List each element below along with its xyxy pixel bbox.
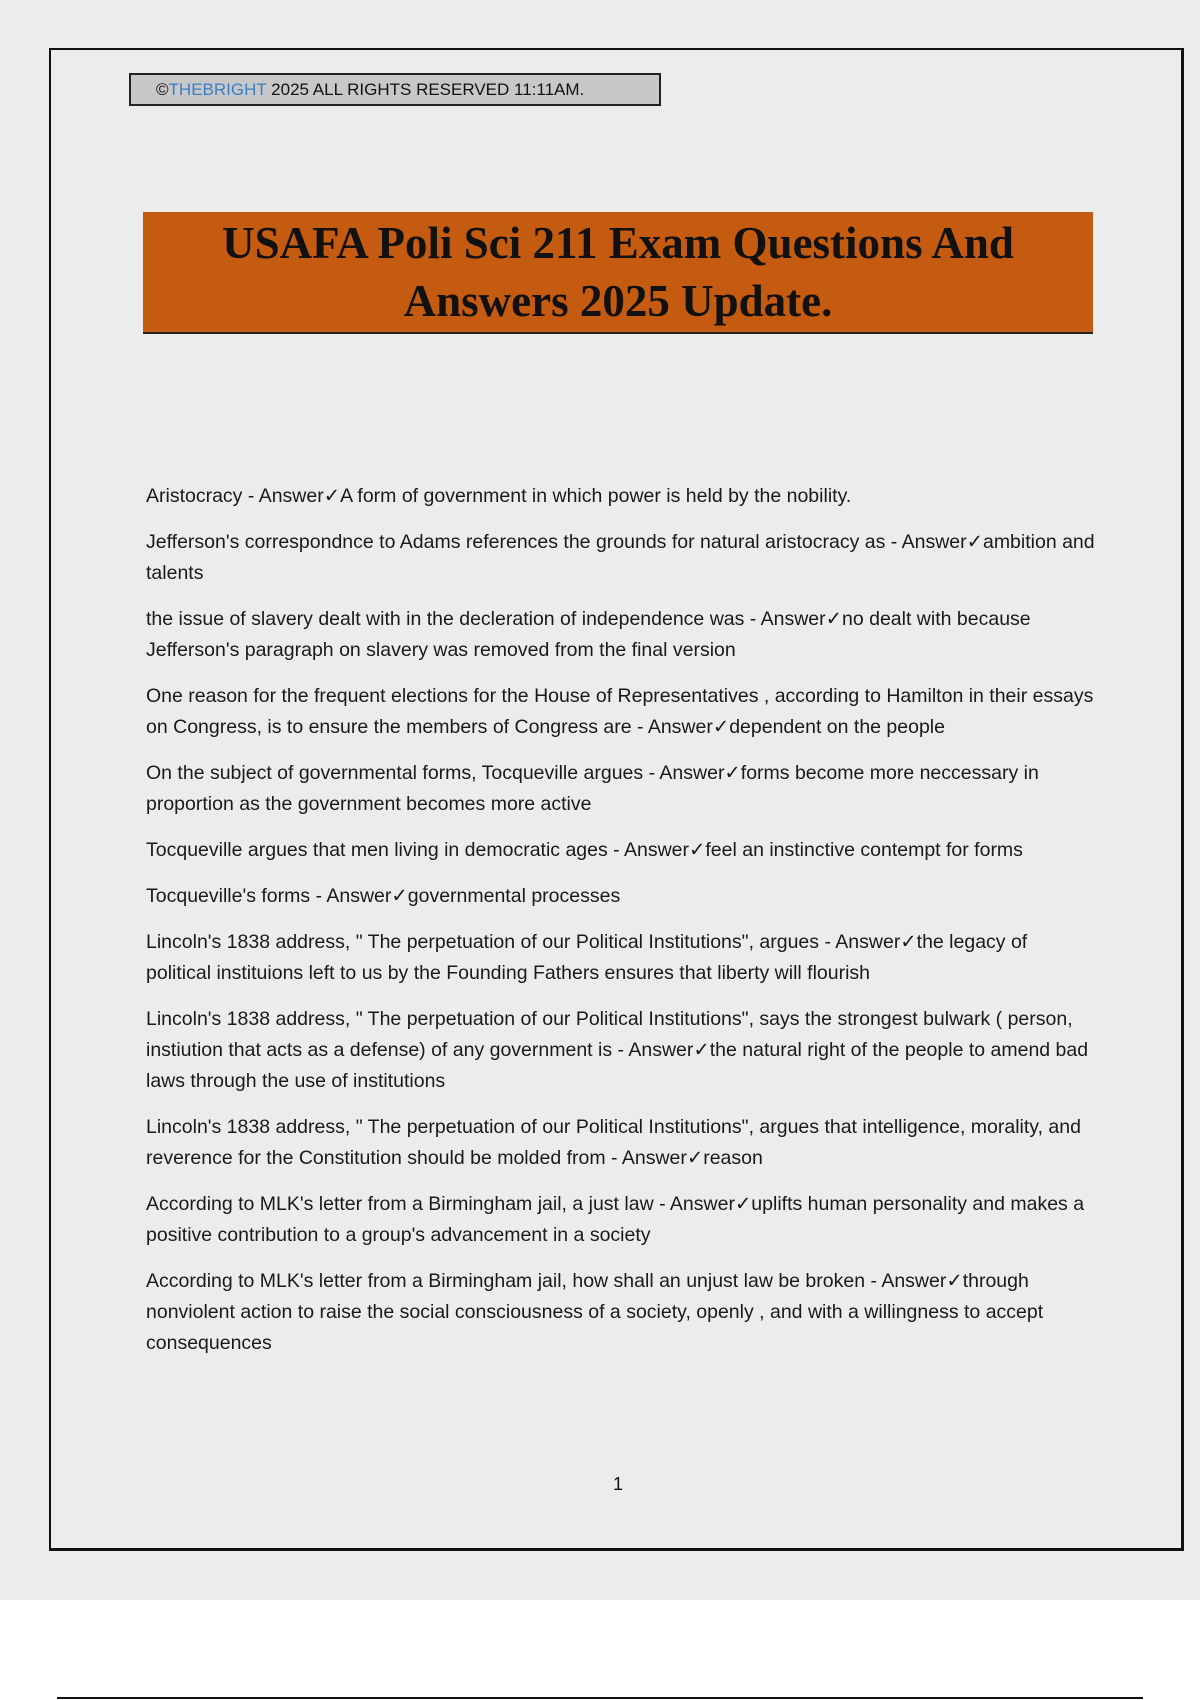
qa-item <box>146 527 1096 589</box>
question-text: Lincoln's 1838 address, " The perpetuation of our Political Institutions", argues that intelligence, morality, and reverence for the Constitution should be molded from <box>146 1116 1081 1169</box>
title-banner <box>143 212 1093 334</box>
answer-text: the legacy of political instituions left to us by the Founding Fathers ensures that liberty will flourish <box>146 931 1028 984</box>
answer-text: ambition and talents <box>146 531 1095 584</box>
qa-item <box>146 481 1096 512</box>
question-text: Lincoln's 1838 address, " The perpetuation of our Political Institutions", says the strongest bulwark ( person, instiution that acts as a defense) of any government is <box>146 1008 1073 1061</box>
question-text: Tocqueville argues that men living in democratic ages <box>146 839 608 861</box>
page-title <box>222 214 1014 330</box>
answer-text: reason <box>703 1147 763 1169</box>
answer-text: A form of government in which power is held by the nobility. <box>340 485 852 507</box>
answer-marker: - Answer✓ <box>607 839 706 861</box>
qa-item <box>146 927 1096 989</box>
question-text: Lincoln's 1838 address, " The perpetuation of our Political Institutions", argues <box>146 931 820 953</box>
title-line-2: Answers 2025 Update. <box>403 276 833 326</box>
qa-item <box>146 681 1096 743</box>
question-text: According to MLK's letter from a Birmingham jail, a just law <box>146 1193 654 1215</box>
answer-text: through nonviolent action to raise the social consciousness of a society, openly , and with a willingness to accept consequences <box>146 1270 1044 1354</box>
answer-marker: - Answer✓ <box>310 885 408 907</box>
qa-item <box>146 1266 1096 1359</box>
qa-item <box>146 1004 1096 1097</box>
answer-marker: - Answer✓ <box>865 1270 963 1292</box>
answer-marker: - Answer✓ <box>612 1039 710 1061</box>
question-text: According to MLK's letter from a Birmingham jail, how shall an unjust law be broken <box>146 1270 866 1292</box>
qa-item <box>146 758 1096 820</box>
answer-marker: - Answer✓ <box>819 931 917 953</box>
answer-marker: - Answer✓ <box>605 1147 704 1169</box>
answer-marker: - Answer✓ <box>885 531 983 553</box>
page-number: 1 <box>612 1474 623 1494</box>
question-text: Aristocracy <box>146 485 243 507</box>
qa-item <box>146 1112 1096 1174</box>
rights-text: 2025 ALL RIGHTS RESERVED 11:11AM. <box>266 80 585 99</box>
answer-marker: - Answer✓ <box>242 485 341 507</box>
qa-list <box>146 481 1096 1374</box>
answer-marker: - Answer✓ <box>744 608 842 630</box>
answer-marker: - Answer✓ <box>631 716 730 738</box>
answer-text: the natural right of the people to amend bad laws through the use of institutions <box>146 1039 1089 1092</box>
question-text: Tocqueville's forms <box>146 885 311 907</box>
qa-item <box>146 835 1096 866</box>
copyright-symbol: © <box>156 80 169 99</box>
brand-name: THEBRIGHT <box>168 80 267 99</box>
answer-text: governmental processes <box>407 885 621 907</box>
question-text: the issue of slavery dealt with in the decleration of independence was <box>146 608 745 630</box>
title-line-1: USAFA Poli Sci 211 Exam Questions And <box>222 218 1014 268</box>
answer-text: uplifts human personality and makes a positive contribution to a group's advancement in a society <box>146 1193 1085 1246</box>
question-text: Jefferson's correspondnce to Adams references the grounds for natural aristocracy as <box>146 531 886 553</box>
answer-text: forms become more neccessary in proportion as the government becomes more active <box>146 762 1039 815</box>
answer-text: dependent on the people <box>729 716 945 738</box>
answer-marker: - Answer✓ <box>653 1193 752 1215</box>
next-page-top-rule <box>57 1697 1143 1699</box>
question-text: One reason for the frequent elections for the House of Representatives , according to Hamilton in their essays on Congress, is to ensure the members of Congress are <box>146 685 1094 738</box>
qa-item <box>146 604 1096 666</box>
copyright-banner <box>129 73 661 106</box>
answer-marker: - Answer✓ <box>643 762 741 784</box>
answer-text: feel an instinctive contempt for forms <box>705 839 1023 861</box>
qa-item <box>146 881 1096 912</box>
answer-text: no dealt with because Jefferson's paragraph on slavery was removed from the final version <box>146 608 1031 661</box>
qa-item <box>146 1189 1096 1251</box>
question-text: On the subject of governmental forms, Tocqueville argues <box>146 762 644 784</box>
